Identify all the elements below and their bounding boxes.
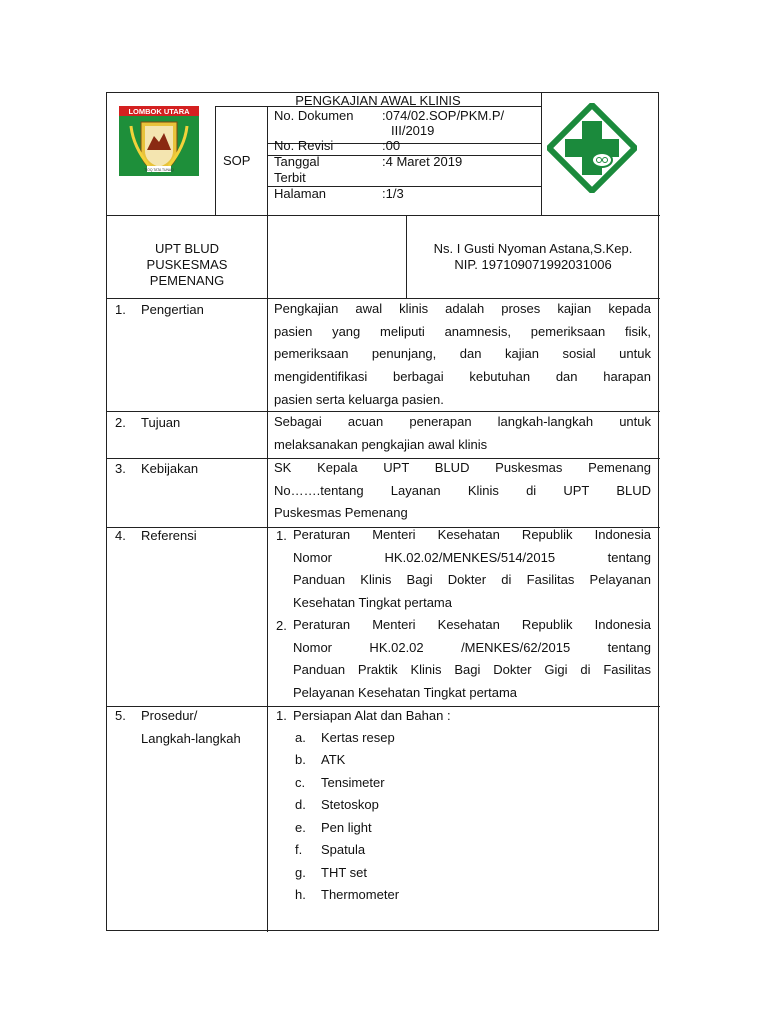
puskesmas-logo	[547, 103, 637, 193]
divider	[107, 215, 660, 216]
text-line: Peraturan Menteri Kesehatan Republik Indonesia	[293, 617, 651, 632]
reference-number: 2.	[276, 618, 287, 633]
section-body	[274, 457, 651, 525]
text-line: Puskesmas Pemenang	[274, 505, 408, 521]
text-line: No…….tentang Layanan Klinis di UPT BLUD	[274, 482, 651, 498]
section-number: 3.	[115, 461, 126, 476]
field-value-no-revisi: :00	[382, 138, 401, 153]
text-line: Nomor HK.02.02 /MENKES/62/2015 tentang	[293, 639, 651, 655]
section-title: Prosedur/	[141, 708, 198, 723]
divider	[107, 706, 660, 707]
divider	[215, 106, 216, 215]
text-line: mengidentifikasi berbagai kebutuhan dan harapan	[274, 369, 651, 385]
section-title: Tujuan	[141, 415, 181, 430]
list-item: THT set	[321, 865, 367, 880]
list-item-letter: h.	[295, 887, 306, 902]
divider	[267, 215, 268, 932]
text-line: Panduan Praktik Klinis Bagi Dokter Gigi di Fasilitas	[293, 662, 651, 678]
list-item-letter: f.	[295, 842, 303, 857]
list-item-letter: b.	[295, 752, 306, 767]
list-item: Thermometer	[321, 887, 400, 902]
section-body	[274, 298, 651, 412]
text-line: pasien serta keluarga pasien.	[274, 391, 444, 407]
text-line: melaksanakan pengkajian awal klinis	[274, 436, 488, 452]
section-body	[274, 411, 651, 456]
list-item-letter: d.	[295, 797, 306, 812]
text-line: Pengkajian awal klinis adalah proses kajian kepada	[274, 301, 651, 316]
section-number: 1.	[115, 302, 126, 317]
section-title: Referensi	[141, 528, 197, 543]
list-item: ATK	[321, 752, 346, 767]
reference-number: 1.	[276, 528, 287, 543]
lombok-utara-logo	[119, 106, 199, 176]
field-label-no-dokumen: No. Dokumen	[274, 108, 354, 123]
signer-name: Ns. I Gusti Nyoman Astana,S.Kep.	[433, 241, 633, 256]
field-label-terbit: Terbit	[274, 170, 306, 185]
section-number: 5.	[115, 708, 126, 723]
org-name-line3: PEMENANG	[149, 273, 225, 288]
reference-item	[293, 614, 651, 705]
section-number: 4.	[115, 528, 126, 543]
divider	[267, 106, 268, 215]
list-item-letter: a.	[295, 730, 306, 745]
text-line: SK Kepala UPT BLUD Puskesmas Pemenang	[274, 460, 651, 475]
org-name-line1: UPT BLUD	[154, 241, 220, 256]
text-line: pemeriksaan penunjang, dan kajian sosial untuk	[274, 346, 651, 362]
list-item: Stetoskop	[321, 797, 379, 812]
sop-label: SOP	[223, 153, 251, 168]
signer-nip: NIP. 197109071992031006	[454, 257, 612, 272]
text-line: pasien yang meliputi anamnesis, pemeriksaan fisik,	[274, 323, 651, 339]
field-label-no-revisi: No. Revisi	[274, 138, 334, 153]
text-line: Sebagai acuan penerapan langkah-langkah untuk	[274, 414, 651, 429]
field-value-halaman: :1/3	[382, 186, 404, 201]
text-line: Nomor HK.02.02/MENKES/514/2015 tentang	[293, 549, 651, 565]
list-item: Spatula	[321, 842, 366, 857]
field-value-no-dokumen-cont: III/2019	[391, 123, 435, 138]
field-label-tanggal: Tanggal	[274, 154, 320, 169]
section-title-cont: Langkah-langkah	[141, 731, 241, 746]
section-number: 2.	[115, 415, 126, 430]
list-item: Tensimeter	[321, 775, 385, 790]
step-title: Persiapan Alat dan Bahan :	[293, 708, 451, 723]
text-line: Peraturan Menteri Kesehatan Republik Indonesia	[293, 527, 651, 542]
sop-document	[106, 92, 659, 931]
section-title: Pengertian	[141, 302, 204, 317]
text-line: Pelayanan Kesehatan Tingkat pertama	[293, 685, 518, 701]
list-item-letter: g.	[295, 865, 306, 880]
document-title: PENGKAJIAN AWAL KLINIS	[295, 93, 461, 108]
text-line: Kesehatan Tingkat pertama	[293, 595, 452, 611]
logo-motto-text: TIOQ TATA TUNAQ	[144, 168, 174, 172]
list-item-letter: c.	[295, 775, 306, 790]
logo-title-text: LOMBOK UTARA	[128, 107, 190, 116]
field-label-halaman: Halaman	[274, 186, 327, 201]
org-name-line2: PUSKESMAS	[146, 257, 228, 272]
list-item-letter: e.	[295, 820, 306, 835]
divider	[541, 93, 542, 215]
text-line: Panduan Klinis Bagi Dokter di Fasilitas Pelayanan	[293, 572, 651, 588]
section-title: Kebijakan	[141, 461, 199, 476]
field-value-tanggal: :4 Maret 2019	[382, 154, 463, 169]
field-value-no-dokumen: :074/02.SOP/PKM.P/	[382, 108, 505, 123]
step-number: 1.	[276, 708, 287, 723]
reference-item	[293, 524, 651, 615]
list-item: Pen light	[321, 820, 372, 835]
list-item: Kertas resep	[321, 730, 395, 745]
